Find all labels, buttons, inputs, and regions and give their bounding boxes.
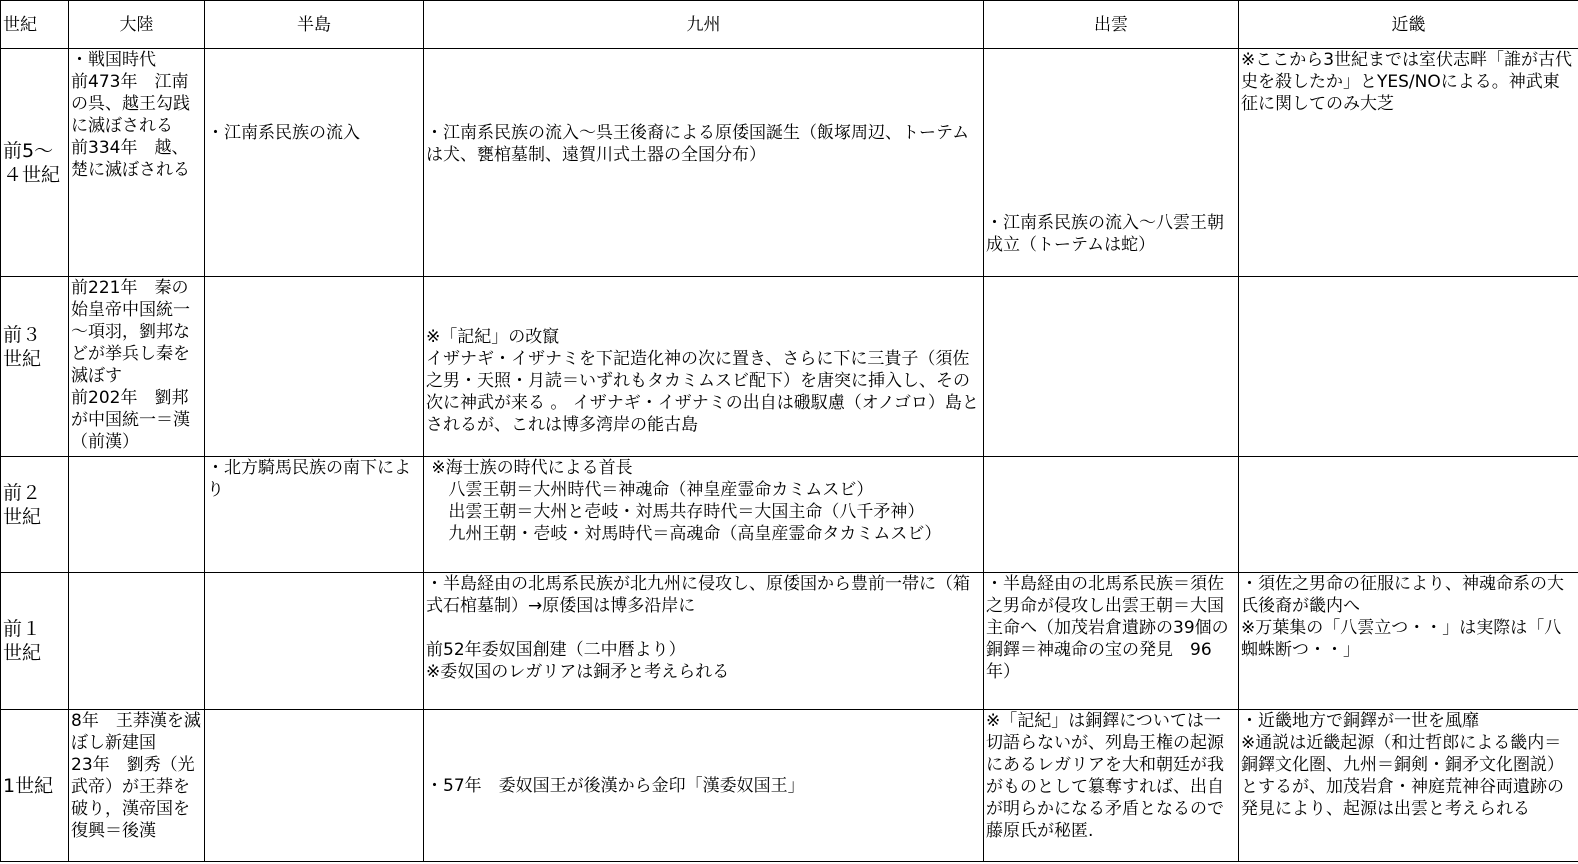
header-continent: 大陸 xyxy=(69,1,205,49)
cell-izumo xyxy=(984,277,1239,457)
cell-continent: 8年 王莽漢を滅ぼし新建国 23年 劉秀（光武帝）が王莽を破り，漢帝国を復興＝後漢 xyxy=(69,710,205,862)
cell-peninsula: ・北方騎馬民族の南下により xyxy=(205,457,424,573)
cell-kinki: ・近畿地方で銅鐸が一世を風靡 ※通説は近畿起源（和辻哲郎による畿内＝銅鐸文化圏、九州＝銅剣・銅矛文化圏説）とするが、加茂岩倉・神庭荒神谷両遺跡の発見により、起源は出雲と考えられる xyxy=(1239,710,1578,862)
header-peninsula: 半島 xyxy=(205,1,424,49)
cell-kyushu: ・57年 委奴国王が後漢から金印「漢委奴国王」 xyxy=(424,710,984,862)
cell-kyushu: ※「記紀」の改竄 イザナギ・イザナミを下記造化神の次に置き、さらに下に三貴子（須佐之男・天照・月読＝いずれもタカミムスビ配下）を唐突に挿入し、その次に神武が来る 。 イザナギ・イザナミの出自は磤馭慮（オノゴロ）島とされるが、これは博多湾岸の能古島 xyxy=(424,277,984,457)
cell-izumo xyxy=(984,457,1239,573)
table-row xyxy=(1,710,1578,862)
cell-peninsula xyxy=(205,710,424,862)
cell-continent: 前221年 秦の始皇帝中国統一～項羽，劉邦などが挙兵し秦を滅ぼす 前202年 劉邦が中国統一＝漢（前漢） xyxy=(69,277,205,457)
cell-century: 前１ 世紀 xyxy=(1,573,69,710)
cell-continent xyxy=(69,457,205,573)
cell-peninsula xyxy=(205,277,424,457)
cell-izumo: ・半島経由の北馬系民族＝須佐之男命が侵攻し出雲王朝＝大国主命へ（加茂岩倉遺跡の39個の銅鐸＝神魂命の宝の発見 96年） xyxy=(984,573,1239,710)
header-kinki: 近畿 xyxy=(1239,1,1578,49)
header-kyushu: 九州 xyxy=(424,1,984,49)
cell-continent: ・戦国時代 前473年 江南の呉、越王勾践に滅ぼされる 前334年 越、楚に滅ぼされる xyxy=(69,49,205,277)
cell-izumo: ※「記紀」は銅鐸については一切語らないが、列島王権の起源にあるレガリアを大和朝廷が我がものとして簒奪すれば、出自が明らかになる矛盾となるので藤原氏が秘匿. xyxy=(984,710,1239,862)
cell-kinki xyxy=(1239,457,1578,573)
cell-kyushu: ※海士族の時代による首長 八雲王朝＝大州時代＝神魂命（神皇産霊命カミムスビ） 出雲王朝＝大州と壱岐・対馬共存時代＝大国主命（八千矛神） 九州王朝・壱岐・対馬時代＝高魂命（高皇産霊命タカミムスビ） xyxy=(424,457,984,573)
cell-kyushu: ・半島経由の北馬系民族が北九州に侵攻し、原倭国から豊前一帯に（箱式石棺墓制）→原倭国は博多沿岸に 前52年委奴国創建（二中暦より） ※委奴国のレガリアは銅矛と考えられる xyxy=(424,573,984,710)
table-row xyxy=(1,277,1578,457)
cell-century: 1世紀 xyxy=(1,710,69,862)
header-row xyxy=(1,1,1578,49)
cell-kinki xyxy=(1239,277,1578,457)
table-row xyxy=(1,573,1578,710)
cell-century: 前３ 世紀 xyxy=(1,277,69,457)
cell-peninsula: ・江南系民族の流入 xyxy=(205,49,424,277)
cell-century: 前２ 世紀 xyxy=(1,457,69,573)
cell-peninsula xyxy=(205,573,424,710)
cell-kyushu: ・江南系民族の流入～呉王後裔による原倭国誕生（飯塚周辺、トーテムは犬、甕棺墓制、遠賀川式土器の全国分布） xyxy=(424,49,984,277)
cell-century: 前5～ ４世紀 xyxy=(1,49,69,277)
cell-izumo: ・江南系民族の流入～八雲王朝成立（トーテムは蛇） xyxy=(984,49,1239,277)
cell-kinki: ※ここから3世紀までは室伏志畔「誰が古代史を殺したか」とYES/NOによる。神武東征に関してのみ大芝 xyxy=(1239,49,1578,277)
table-row xyxy=(1,457,1578,573)
header-century: 世紀 xyxy=(1,1,69,49)
header-izumo: 出雲 xyxy=(984,1,1239,49)
cell-kinki: ・須佐之男命の征服により、神魂命系の大氏後裔が畿内へ ※万葉集の「八雲立つ・・」は実際は「八蜘蛛断つ・・」 xyxy=(1239,573,1578,710)
table-row xyxy=(1,49,1578,277)
cell-continent xyxy=(69,573,205,710)
